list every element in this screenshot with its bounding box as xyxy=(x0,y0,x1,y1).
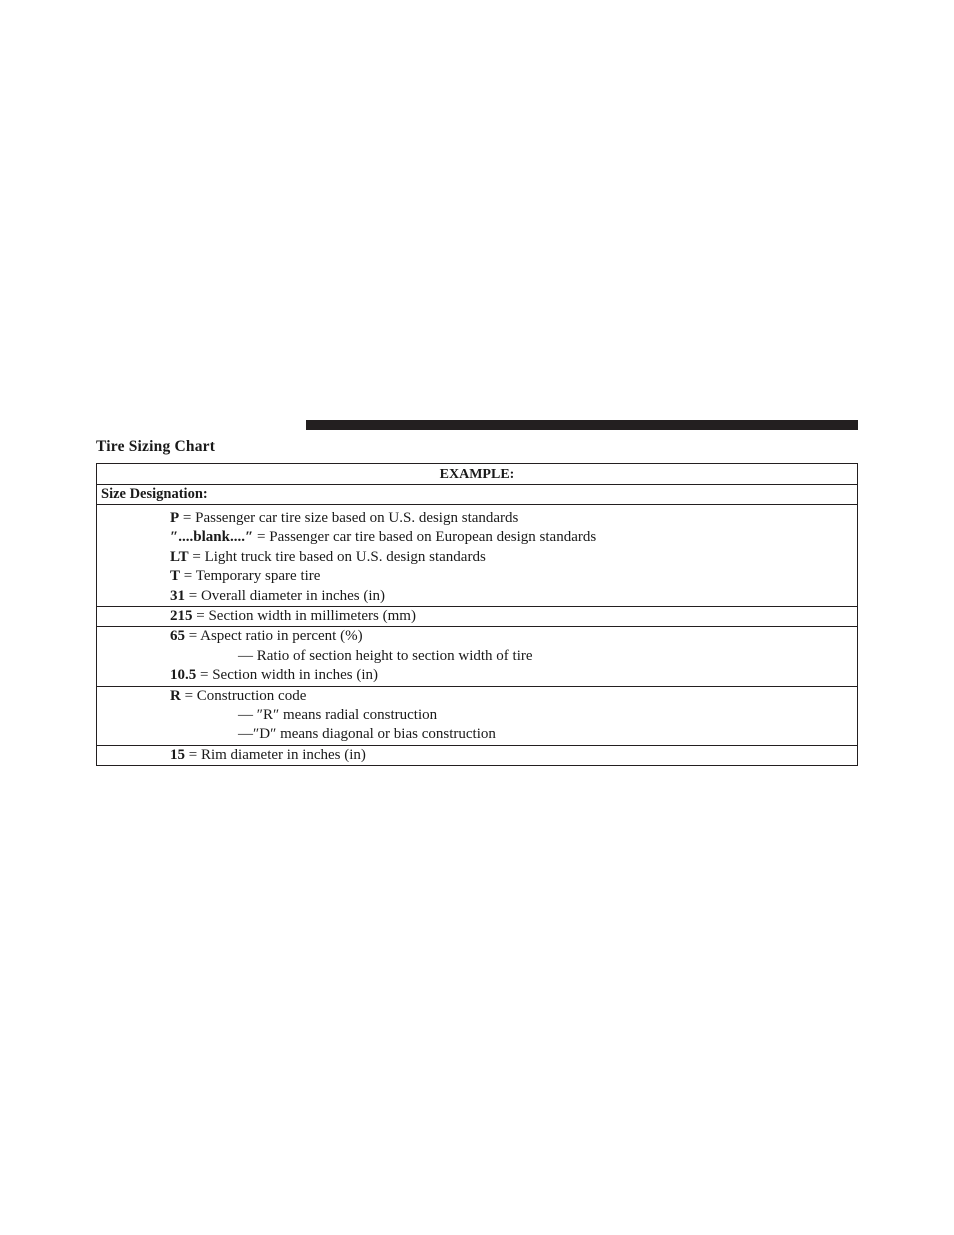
definition-key: 215 xyxy=(170,608,193,625)
definition-text: = Passenger car tire based on European design standards xyxy=(253,529,597,546)
definition-key: P xyxy=(170,510,180,526)
definition-key: LT xyxy=(170,548,189,565)
example-header: EXAMPLE: xyxy=(97,464,857,485)
definition-key: 10.5 xyxy=(170,667,197,684)
definition-text: = Construction code xyxy=(180,687,307,704)
tire-sizing-table xyxy=(96,463,858,766)
definition-text: = Overall diameter in inches (in) xyxy=(185,587,386,604)
definition-text: = Section width in millimeters (mm) xyxy=(192,608,416,625)
chart-title: Tire Sizing Chart xyxy=(96,438,216,455)
definition-text: = Temporary spare tire xyxy=(180,568,321,585)
definition-line xyxy=(97,666,857,685)
size-designation-label: Size Designation: xyxy=(97,485,857,505)
definition-key: 15 xyxy=(170,746,185,763)
definition-text: = Section width in inches (in) xyxy=(196,667,379,684)
definition-subline: —″D″ means diagonal or bias construction xyxy=(238,726,496,743)
section-header-bar xyxy=(306,420,858,430)
table-row-aspect-ratio xyxy=(97,627,857,686)
definition-key: 31 xyxy=(170,587,185,604)
definition-text: = Passenger car tire size based on U.S. design standards xyxy=(179,510,519,526)
definition-key: ″....blank....″ xyxy=(170,529,254,546)
definition-key: R xyxy=(170,687,181,704)
definition-line xyxy=(97,567,857,586)
definition-key: T xyxy=(170,568,181,585)
definition-text: = Light truck tire based on U.S. design standards xyxy=(188,548,486,565)
definition-line xyxy=(97,509,857,528)
definition-line xyxy=(97,548,857,567)
definition-subline: — ″R″ means radial construction xyxy=(238,707,438,724)
definition-line xyxy=(97,528,857,547)
definition-line xyxy=(97,607,857,626)
definition-text: = Aspect ratio in percent (%) xyxy=(185,628,363,645)
definition-subline: — Ratio of section height to section width of tire xyxy=(238,647,533,664)
definition-line xyxy=(97,587,857,606)
definition-text: = Rim diameter in inches (in) xyxy=(185,746,366,763)
table-row-tire-type xyxy=(97,505,857,607)
definition-line xyxy=(97,746,857,765)
definition-line xyxy=(97,687,857,706)
table-row-construction xyxy=(97,687,857,746)
table-row-section-width-mm xyxy=(97,607,857,627)
table-row-rim-diameter xyxy=(97,746,857,765)
definition-key: 65 xyxy=(170,628,185,645)
definition-line xyxy=(97,627,857,646)
